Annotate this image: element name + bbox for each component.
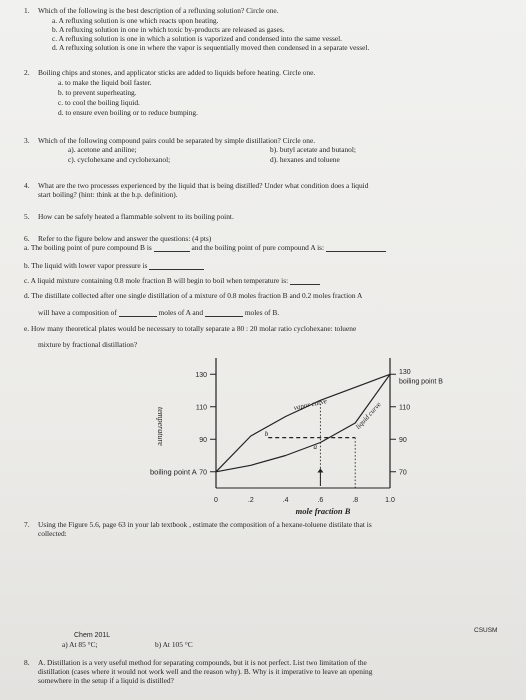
y-tick-label-right: 130 xyxy=(399,368,411,376)
q2-option-c: c. to cool the boiling liquid. xyxy=(58,98,140,107)
phase-diagram-chart xyxy=(150,352,450,520)
question-text: What are the two processes experienced by the liquid that is being distilled? Under what condition does a liquid xyxy=(38,181,369,190)
question-text: Refer to the figure below and answer the questions: (4 pts) xyxy=(38,234,212,243)
question-number: 5. xyxy=(24,212,30,221)
y-axis-title: temperature xyxy=(156,407,165,446)
answer-blank[interactable] xyxy=(205,316,243,317)
x-tick-label: .2 xyxy=(247,497,254,504)
q2-option-d: d. to ensure even boiling or to reduce bumping. xyxy=(58,108,198,117)
question-number: 1. xyxy=(24,6,30,15)
question-text: Which of the following is the best description of a refluxing solution? Circle one. xyxy=(38,6,279,15)
y-tick-label-right: 70 xyxy=(399,469,407,477)
q3-option-d: d). hexanes and toluene xyxy=(270,155,340,164)
point-label-b: b xyxy=(264,430,269,438)
question-1 xyxy=(24,6,279,15)
q6-part-d: d. The distillate collected after one single distillation of a mixture of 0.8 moles fraction B and 0.2 moles fraction A xyxy=(24,291,363,300)
q3-option-a: a). acetone and aniline; xyxy=(68,145,137,154)
vapor-curve-label: vapor curve xyxy=(293,397,328,412)
x-tick-label: 0 xyxy=(214,497,218,504)
q6-b-text: b. The liquid with lower vapor pressure is xyxy=(24,261,148,270)
question-8-line-3: somewhere in the setup if a liquid is distilled? xyxy=(38,676,174,685)
question-text: How can be safely heated a flammable solvent to its boiling point. xyxy=(38,212,234,221)
q6-part-a xyxy=(24,243,386,252)
q2-option-a: a. to make the liquid boil faster. xyxy=(58,78,152,87)
q1-option-d: d. A refluxing solution is one in where the vapor is sequentially moved then condensed in a separate vessel. xyxy=(52,43,370,52)
boiling-point-b-label: boiling point B xyxy=(399,378,443,386)
q3-option-b: b). butyl acetate and butanol; xyxy=(270,145,356,154)
q7-option-b: b) At 105 °C xyxy=(155,640,193,649)
y-tick-label-left: 110 xyxy=(195,404,207,412)
q6-a-text-2: and the boiling point of pure compound A is: xyxy=(191,243,325,252)
answer-blank[interactable] xyxy=(154,251,190,252)
q6-part-b xyxy=(24,261,204,270)
q6-d-text-3: moles of B. xyxy=(244,308,280,317)
q6-c-text: c. A liquid mixture containing 0.8 mole fraction B will begin to boil when temperature is: xyxy=(24,276,289,285)
question-6 xyxy=(24,234,211,243)
question-number: 7. xyxy=(24,520,30,529)
question-text: Boiling chips and stones, and applicator sticks are added to liquids before heating. Circle one. xyxy=(38,68,316,77)
question-text: Which of the following compound pairs could be separated by simple distillation? Circle one. xyxy=(38,136,316,145)
boiling-point-a-label: boiling point A xyxy=(150,467,197,477)
answer-blank[interactable] xyxy=(149,269,204,270)
question-number: 6. xyxy=(24,234,30,243)
liquid-curve-label: liquid curve xyxy=(354,400,383,431)
y-tick-label-left: 70 xyxy=(199,469,207,477)
q6-d-text-2: moles of A and xyxy=(158,308,204,317)
arrow-head xyxy=(317,469,323,473)
q6-part-d-line-2 xyxy=(38,308,279,317)
q2-option-b: b. to prevent superheating. xyxy=(58,88,137,97)
q1-option-c: c. A refluxing solution is one in which a solution is vaporized and condensed into the same vessel. xyxy=(52,34,343,43)
answer-blank[interactable] xyxy=(119,316,157,317)
question-7-line-2: collected: xyxy=(38,529,67,538)
y-tick-label-right: 90 xyxy=(399,436,407,444)
answer-blank[interactable] xyxy=(326,251,386,252)
x-tick-label: .8 xyxy=(352,497,359,504)
q6-part-e: e. How many theoretical plates would be necessary to totally separate a 80 : 20 molar ratio cyclohexane: toluene xyxy=(24,324,357,333)
question-5 xyxy=(24,212,234,221)
question-7 xyxy=(24,520,372,529)
question-number: 2. xyxy=(24,68,30,77)
q3-option-c: c). cyclohexane and cyclohexanol; xyxy=(68,155,171,164)
question-text: A. Distillation is a very useful method for separating compounds, but it is not perfect. List two limitation of the xyxy=(38,658,367,667)
x-tick-label: 1.0 xyxy=(385,497,395,504)
course-name: Chem 201L xyxy=(74,632,111,639)
y-tick-label-left: 130 xyxy=(195,371,207,379)
x-axis-title: mole fraction B xyxy=(295,506,351,516)
question-4 xyxy=(24,181,368,190)
question-number: 8. xyxy=(24,658,30,667)
answer-blank[interactable] xyxy=(290,284,320,285)
q6-part-e-line-2: mixture by fractional distillation? xyxy=(38,340,138,349)
question-3 xyxy=(24,136,315,145)
q6-a-text: a. The boiling point of pure compound B is xyxy=(24,243,152,252)
question-number: 3. xyxy=(24,136,30,145)
y-tick-label-right: 110 xyxy=(399,404,411,412)
x-tick-label: .4 xyxy=(282,497,289,504)
q1-option-b: b. A refluxing solution in one in which toxic by-products are released as gases. xyxy=(52,25,285,34)
question-number: 4. xyxy=(24,181,30,190)
question-8-line-2: distillation (cases where it would not work well and the reason why). B. Why is it imperative to leave an opening xyxy=(38,667,373,676)
question-2 xyxy=(24,68,315,77)
point-label-a: a xyxy=(313,443,317,451)
q6-d-text: will have a composition of xyxy=(38,308,117,317)
question-text: Using the Figure 5.6, page 63 in your lab textbook , estimate the composition of a hexane-toluene distilate that is xyxy=(38,520,372,529)
q6-part-c xyxy=(24,276,320,285)
question-4-line-2: start boiling? (hint: think at the b.p. definition). xyxy=(38,190,178,199)
question-8 xyxy=(24,658,367,667)
x-tick-label: .6 xyxy=(317,497,324,504)
y-tick-label-left: 90 xyxy=(199,436,207,444)
school-name: CSUSM xyxy=(474,627,498,634)
q1-option-a: a. A refluxing solution is one which reacts upon heating. xyxy=(52,16,219,25)
q7-option-a: a) At 85 °C; xyxy=(62,640,98,649)
